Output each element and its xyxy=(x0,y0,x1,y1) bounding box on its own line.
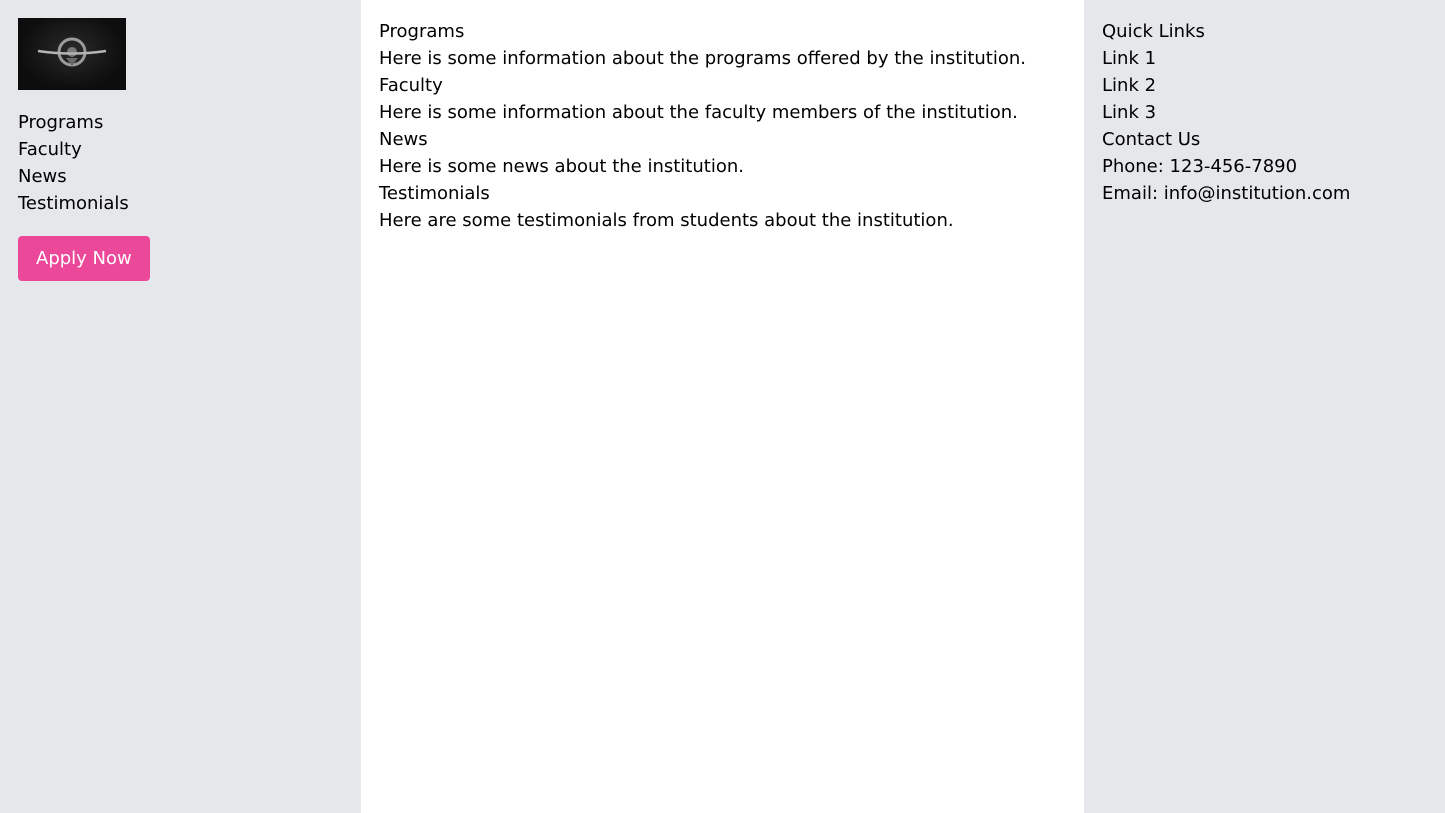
quick-link-2[interactable]: Link 2 xyxy=(1102,75,1157,96)
quick-link-3[interactable]: Link 3 xyxy=(1102,102,1157,123)
right-sidebar xyxy=(1084,0,1445,813)
sidebar-nav xyxy=(18,109,343,217)
contact-email: Email: info@institution.com xyxy=(1102,183,1351,204)
contact-title: Contact Us xyxy=(1102,129,1201,150)
section-title: Testimonials xyxy=(379,183,490,204)
steering-wheel-icon xyxy=(18,18,126,90)
main-content xyxy=(361,0,1084,813)
contact-phone: Phone: 123-456-7890 xyxy=(1102,156,1298,177)
programs-section xyxy=(379,18,1066,72)
testimonials-section xyxy=(379,180,1066,234)
left-sidebar xyxy=(0,0,361,813)
logo-image[interactable] xyxy=(18,18,126,90)
nav-link-testimonials[interactable]: Testimonials xyxy=(18,193,129,214)
quick-links-title: Quick Links xyxy=(1102,21,1205,42)
quick-links-list xyxy=(1102,45,1427,126)
section-title: News xyxy=(379,129,428,150)
section-text: Here are some testimonials from students about the institution. xyxy=(379,210,954,231)
news-section xyxy=(379,126,1066,180)
section-text: Here is some information about the faculty members of the institution. xyxy=(379,102,1018,123)
section-text: Here is some information about the programs offered by the institution. xyxy=(379,48,1026,69)
quick-link-1[interactable]: Link 1 xyxy=(1102,48,1157,69)
nav-link-news[interactable]: News xyxy=(18,166,67,187)
section-text: Here is some news about the institution. xyxy=(379,156,744,177)
section-title: Faculty xyxy=(379,75,443,96)
section-title: Programs xyxy=(379,21,465,42)
faculty-section xyxy=(379,72,1066,126)
apply-now-button[interactable]: Apply Now xyxy=(18,236,150,281)
nav-link-programs[interactable]: Programs xyxy=(18,112,104,133)
nav-link-faculty[interactable]: Faculty xyxy=(18,139,82,160)
